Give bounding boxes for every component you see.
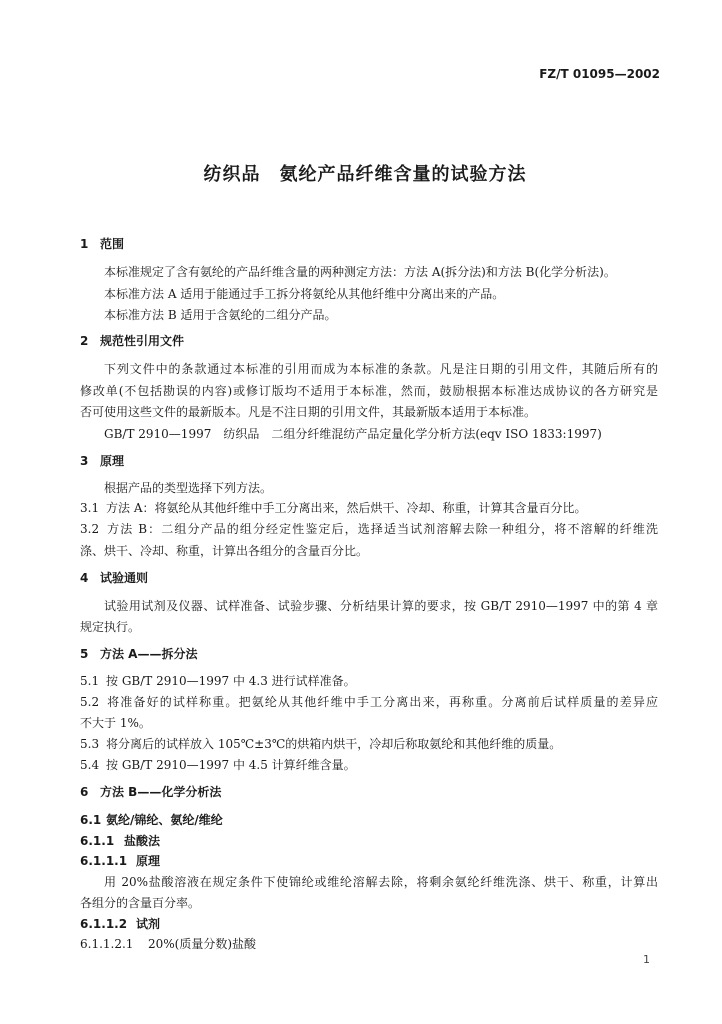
clause-text: 按 GB/T 2910—1997 中 4.5 计算纤维含量。	[106, 758, 356, 772]
section-6-heading	[80, 784, 658, 800]
clause-3-2	[80, 521, 658, 537]
paragraph: 本标准规定了含有氨纶的产品纤维含量的两种测定方法：方法 A(拆分法)和方法 B(化学分析法)。	[104, 265, 616, 279]
clause-6-1	[80, 812, 658, 828]
clause-title: 氨纶/锦纶、氨纶/维纶	[106, 813, 223, 827]
section-number: 5	[80, 647, 89, 661]
clause-text: 方法 A：将氨纶从其他纤维中手工分离出来，然后烘干、冷却、称重，计算其含量百分比。	[106, 501, 587, 515]
clause-number: 3.1	[80, 501, 100, 515]
clause-3-1	[80, 500, 658, 516]
clause-5-1	[80, 673, 658, 689]
section-number: 3	[80, 454, 89, 468]
section-title: 方法 A——拆分法	[100, 647, 198, 661]
clause-6-1-1-2-1	[80, 936, 658, 952]
clause-title: 盐酸法	[124, 834, 161, 848]
paragraph-line: 各组分的含量百分率。	[80, 896, 201, 910]
clause-text: 将准备好的试样称重。把氨纶从其他纤维中手工分离出来，再称重。分离前后试样质量的差异应	[106, 695, 658, 709]
clause-6-1-1-2	[80, 916, 658, 932]
clause-5-4	[80, 757, 658, 773]
paragraph-line: 修改单(不包括勘误的内容)或修订版均不适用于本标准，然而，鼓励根据本标准达成协议的各方研究是	[80, 384, 658, 398]
clause-6-1-1	[80, 833, 658, 849]
paragraph: 本标准方法 B 适用于含氨纶的二组分产品。	[104, 308, 337, 322]
paragraph-line: 否可使用这些文件的最新版本。凡是不注日期的引用文件，其最新版本适用于本标准。	[80, 405, 537, 419]
clause-text: 按 GB/T 2910—1997 中 4.3 进行试样准备。	[106, 674, 356, 688]
clause-5-2	[80, 694, 658, 710]
clause-number: 6.1	[80, 813, 102, 827]
section-title: 原理	[100, 454, 125, 468]
normative-reference: GB/T 2910—1997 纺织品 二组分纤维混纺产品定量化学分析方法(eqv ISO 1833:1997)	[104, 427, 602, 441]
clause-title: 原理	[136, 854, 161, 868]
paragraph-line: 不大于 1%。	[80, 716, 151, 730]
section-title: 范围	[100, 237, 125, 251]
clause-6-1-1-1	[80, 853, 658, 869]
clause-text: 方法 B：二组分产品的组分经定性鉴定后，选择适当试剂溶解去除一种组分，将不溶解的纤维洗	[106, 522, 658, 536]
section-title: 规范性引用文件	[100, 334, 185, 348]
section-number: 2	[80, 334, 89, 348]
section-number: 1	[80, 237, 89, 251]
section-title: 试验通则	[100, 571, 149, 585]
clause-number: 5.1	[80, 674, 100, 688]
paragraph: 本标准方法 A 适用于能通过手工拆分将氨纶从其他纤维中分离出来的产品。	[104, 287, 505, 301]
clause-text: 将分离后的试样放入 105℃±3℃的烘箱内烘干，冷却后称取氨纶和其他纤维的质量。	[106, 737, 562, 751]
clause-number: 6.1.1.2	[80, 917, 128, 931]
paragraph-line: 用 20%盐酸溶液在规定条件下使锦纶或维纶溶解去除，将剩余氨纶纤维洗涤、烘干、称重，计算出	[104, 875, 658, 889]
paragraph-line: 试验用试剂及仪器、试样准备、试验步骤、分析结果计算的要求，按 GB/T 2910—1997 中的第 4 章	[104, 599, 658, 613]
section-4-heading	[80, 570, 658, 586]
page-number: 1	[643, 953, 650, 966]
clause-5-3	[80, 736, 658, 752]
paragraph-line: 涤、烘干、冷却、称重，计算出各组分的含量百分比。	[80, 544, 369, 558]
section-title: 方法 B——化学分析法	[100, 785, 222, 799]
section-1-heading	[80, 236, 658, 252]
clause-number: 5.2	[80, 695, 100, 709]
section-number: 6	[80, 785, 89, 799]
clause-number: 6.1.1.1	[80, 854, 128, 868]
section-5-heading	[80, 646, 658, 662]
clause-number: 5.4	[80, 758, 100, 772]
paragraph-line: 下列文件中的条款通过本标准的引用而成为本标准的条款。凡是注日期的引用文件，其随后所有的	[104, 362, 658, 376]
section-number: 4	[80, 571, 89, 585]
document-title: 纺织品 氨纶产品纤维含量的试验方法	[203, 164, 527, 185]
standard-code: FZ/T 01095—2002	[539, 67, 660, 81]
clause-title: 试剂	[136, 917, 161, 931]
paragraph-line: 规定执行。	[80, 620, 141, 634]
clause-number: 3.2	[80, 522, 100, 536]
clause-number: 6.1.1.2.1	[80, 937, 134, 951]
clause-number: 5.3	[80, 737, 100, 751]
section-3-heading	[80, 453, 658, 469]
clause-number: 6.1.1	[80, 834, 115, 848]
section-2-heading	[80, 333, 658, 349]
clause-text: 20%(质量分数)盐酸	[148, 937, 257, 951]
paragraph: 根据产品的类型选择下列方法。	[104, 481, 273, 495]
